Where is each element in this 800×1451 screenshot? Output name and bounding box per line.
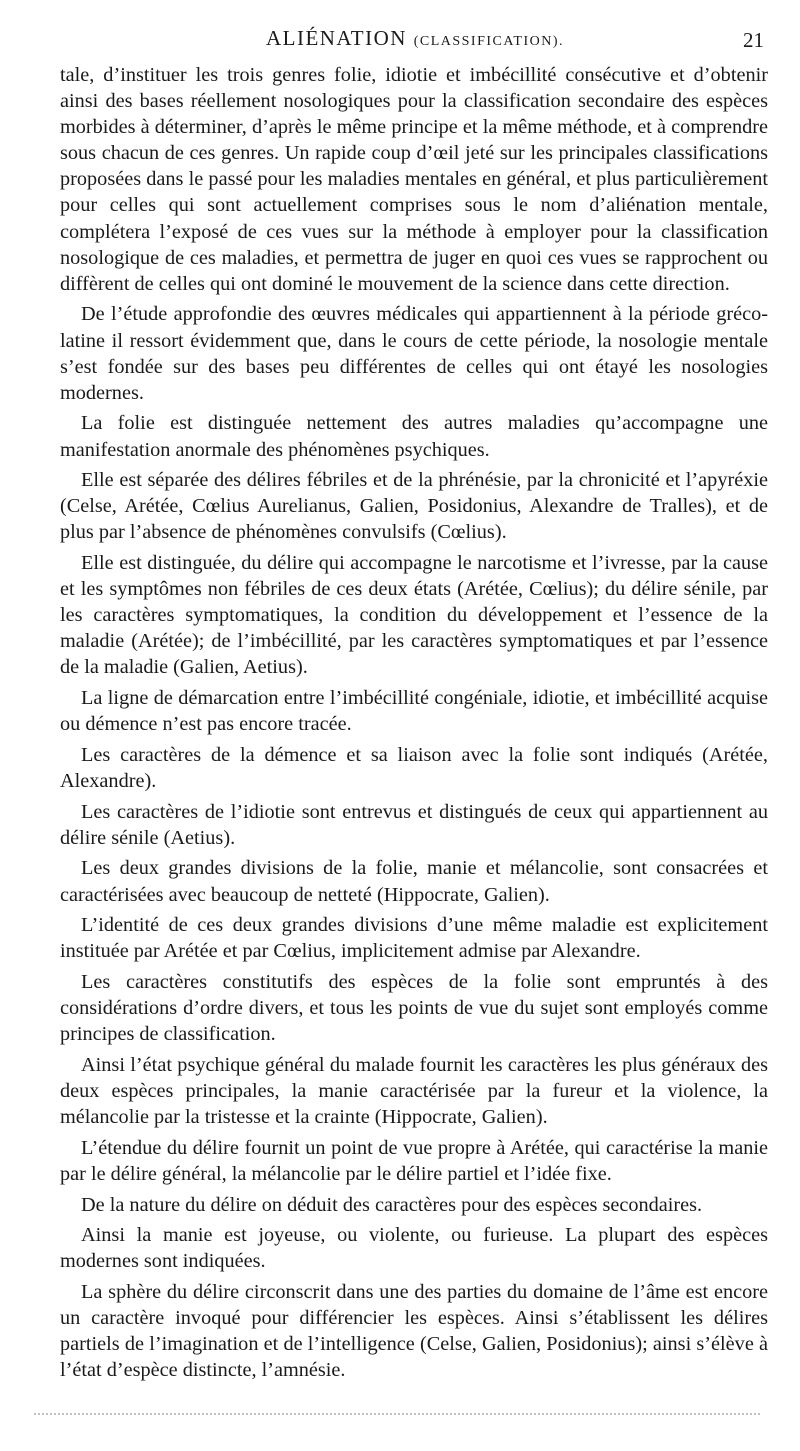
paragraph: Elle est distinguée, du délire qui accompagne le narcotisme et l’ivresse, par la cause et les symptômes non fébriles de ces deux états (Arétée, Cœlius); du délire sénile, par les caractères symptomatiques, la condition du développement et l’essence de la maladie (Arétée); de l’imbécillité, par les caractères symptomatiques et par l’essence de la maladie (Galien, Aetius).	[60, 552, 768, 679]
running-title-sub: (CLASSIFICATION).	[413, 34, 565, 49]
paragraph: L’identité de ces deux grandes divisions d’une même maladie est explicitement instituée par Arétée et par Cœlius, implicitement admise par Alexandre.	[60, 914, 768, 963]
page-number: 21	[743, 28, 764, 52]
paragraph: Les caractères de la démence et sa liaison avec la folie sont indiqués (Arétée, Alexandre).	[60, 743, 768, 792]
paragraph: De l’étude approfondie des œuvres médicales qui appartiennent à la période gréco-latine il ressort évidemment que, dans le cours de cette période, la nosologie mentale s’est fondée sur des bases peu différentes de celles qui ont étayé les nosologies modernes.	[60, 303, 768, 404]
paragraph: La folie est distinguée nettement des autres maladies qu’accompagne une manifestation anormale des phénomènes psychiques.	[60, 412, 768, 461]
paragraph: Les deux grandes divisions de la folie, manie et mélancolie, sont consacrées et caractérisées avec beaucoup de netteté (Hippocrate, Galien).	[60, 857, 768, 906]
paragraph: tale, d’instituer les trois genres folie, idiotie et imbécillité consécutive et d’obtenir ainsi des bases réellement nosologiques pour la classification secondaire des espèces morbides à déterminer, d’après le même principe et la même méthode, et à comprendre sous chacun de ces genres. Un rapide coup d’œil jeté sur les principales classifications proposées dans le passé pour les maladies mentales en général, et plus particulièrement pour celles qui sont actuellement comprises sous le nom d’aliénation mentale, complétera l’exposé de ces vues sur la méthode à employer pour la classification nosologique de ces maladies, et permettra de juger en quoi ces vues se rapprochent ou diffèrent de celles qui ont dominé le mouvement de la science dans cette direction.	[60, 64, 768, 295]
body-text	[60, 62, 768, 1388]
paragraph: Ainsi l’état psychique général du malade fournit les caractères les plus généraux des deux espèces principales, la manie caractérisée par la fureur et la violence, la mélancolie par la tristesse et la crainte (Hippocrate, Galien).	[60, 1053, 768, 1129]
paragraph: Les caractères de l’idiotie sont entrevus et distingués de ceux qui appartiennent au délire sénile (Aetius).	[60, 800, 768, 849]
paragraph: La ligne de démarcation entre l’imbécillité congéniale, idiotie, et imbécillité acquise ou démence n’est pas encore tracée.	[60, 687, 768, 736]
paragraph: L’étendue du délire fournit un point de vue propre à Arétée, qui caractérise la manie par le délire général, la mélancolie par le délire partiel et l’idée fixe.	[60, 1136, 768, 1185]
running-title	[60, 26, 770, 51]
running-title-main: ALIÉNATION	[265, 26, 407, 50]
paragraph: Elle est séparée des délires fébriles et de la phrénésie, par la chronicité et l’apyréxie (Celse, Arétée, Cœlius Aurelianus, Galien, Posidonius, Alexandre de Tralles), et de plus par l’absence de phénomènes convulsifs (Cœlius).	[60, 469, 768, 544]
paragraph: Ainsi la manie est joyeuse, ou violente, ou furieuse. La plupart des espèces modernes sont indiquées.	[60, 1224, 768, 1273]
running-header	[60, 26, 770, 56]
bottom-scan-artifact	[34, 1413, 760, 1415]
paragraph: Les caractères constitutifs des espèces de la folie sont empruntés à des considérations d’ordre divers, et tous les points de vue du sujet sont employés comme principes de classification.	[60, 971, 768, 1046]
paragraph: De la nature du délire on déduit des caractères pour des espèces secondaires.	[81, 1193, 703, 1216]
paragraph: La sphère du délire circonscrit dans une des parties du domaine de l’âme est encore un caractère invoqué pour différencier les espèces. Ainsi s’établissent les délires partiels de l’imagination et de l’intelligence (Celse, Galien, Posidonius); ainsi s’élève à l’état d’espèce distincte, l’amnésie.	[60, 1281, 768, 1382]
